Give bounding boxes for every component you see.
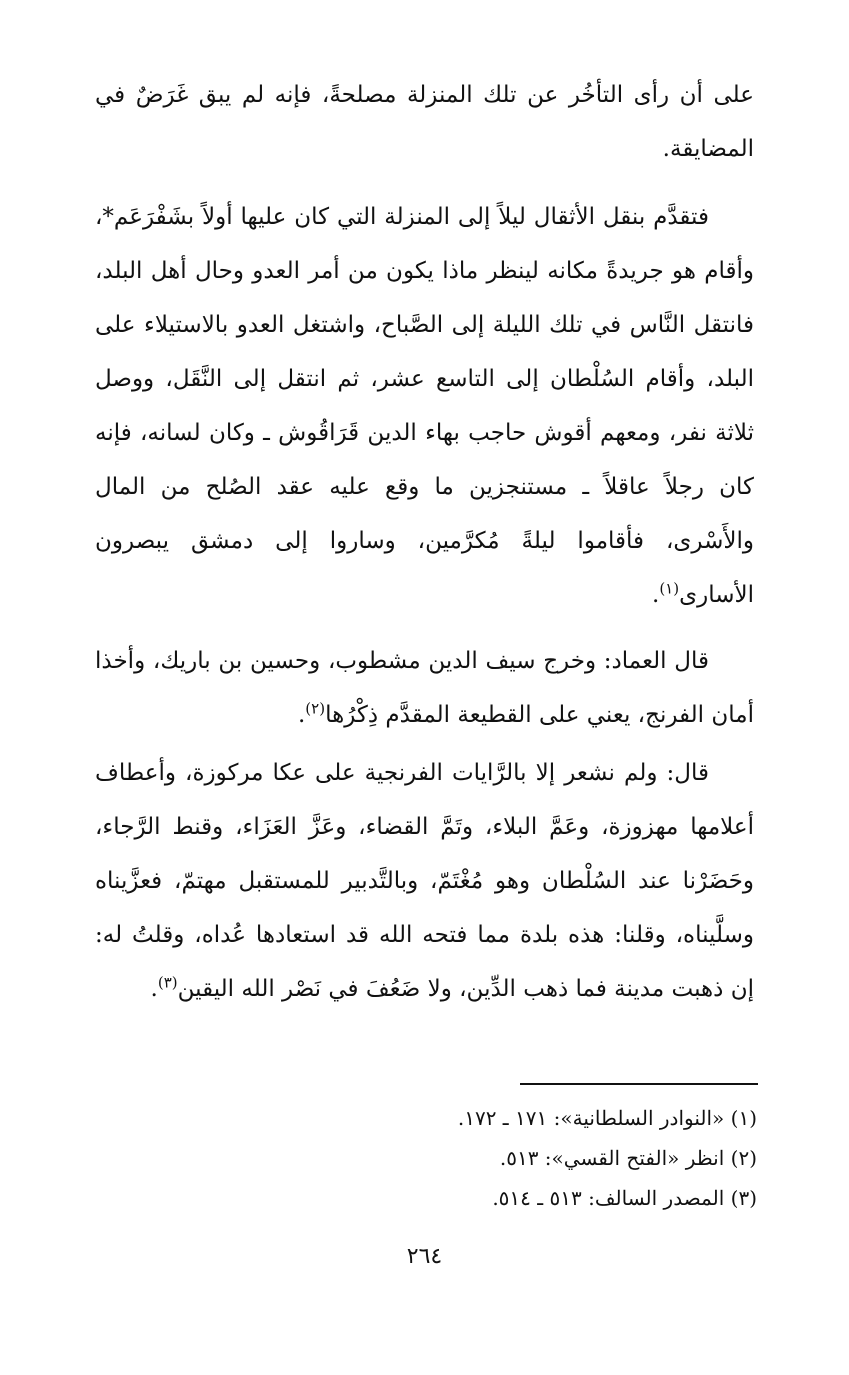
- paragraph-4: [95, 746, 754, 1016]
- paragraph-text: فتقدَّم بنقل الأثقال ليلاً إلى المنزلة التي كان عليها أولاً بشَفْرَعَم*، وأقام هو جريدةً مكانه لينظر ماذا يكون من أمر العدو وحال أهل البلد، فانتقل النَّاس في تلك الليلة إلى الصَّباح، واشتغل العدو بالاستيلاء على البلد، وأقام السُلْطان إلى التاسع عشر، ثم انتقل إلى النَّقَل، ووصل ثلاثة نفر، ومعهم أقوش حاجب بهاء الدين قَرَاقُوش ـ وكان لسانه، فإنه كان رجلاً عاقلاً ـ مستنجزين ما وقع عليه عقد الصُلح من المال والأَسْرى، فأقاموا ليلةً مُكرَّمين، وساروا إلى دمشق يبصرون الأسارى: [95, 204, 754, 608]
- paragraph-end: .: [297, 702, 306, 728]
- footnote-ref-2[interactable]: (٢): [305, 699, 326, 718]
- footnote-1: (١) «النوادر السلطانية»: ١٧١ ـ ١٧٢.: [457, 1106, 757, 1130]
- paragraph-2: [95, 190, 754, 622]
- footnote-3: (٣) المصدر السالف: ٥١٣ ـ ٥١٤.: [492, 1186, 757, 1210]
- paragraph-text: قال: ولم نشعر إلا بالرَّايات الفرنجية على عكا مركوزة، وأعطاف أعلامها مهزوزة، وعَمَّ البلاء، وتَمَّ القضاء، وعَزَّ العَزَاء، وقنط الرَّجاء، وحَضَرْنا عند السُلْطان وهو مُغْتَمّ، وبالتَّدبير للمستقبل مهتمّ، فعزَّيناه وسلَّيناه، وقلنا: هذه بلدة مما فتحه الله قد استعادها عُداه، وقلتُ له: إن ذهبت مدينة فما ذهب الدِّين، ولا ضَعُفَ في نَصْر الله اليقين: [95, 760, 754, 1002]
- paragraph-end: .: [652, 582, 660, 608]
- page-number: ٢٦٤: [406, 1244, 443, 1269]
- footnote-divider: [520, 1083, 758, 1085]
- paragraph-1: [95, 68, 754, 176]
- footnote-ref-1[interactable]: (١): [659, 579, 680, 598]
- footnotes: [95, 1098, 757, 1218]
- footnote-ref-3[interactable]: (٣): [157, 973, 178, 992]
- paragraph-3: [95, 634, 754, 742]
- footnote-2: (٢) انظر «الفتح القسي»: ٥١٣.: [499, 1146, 757, 1170]
- paragraph-end: .: [150, 976, 158, 1002]
- paragraph-text: قال العماد: وخرج سيف الدين مشطوب، وحسين بن باريك، وأخذا أمان الفرنج، يعني على القطيعة المقدَّم ذِكْرُها: [95, 648, 754, 728]
- paragraph-text: على أن رأى التأخُر عن تلك المنزلة مصلحةً، فإنه لم يبق غَرَضٌ في المضايقة.: [95, 82, 754, 162]
